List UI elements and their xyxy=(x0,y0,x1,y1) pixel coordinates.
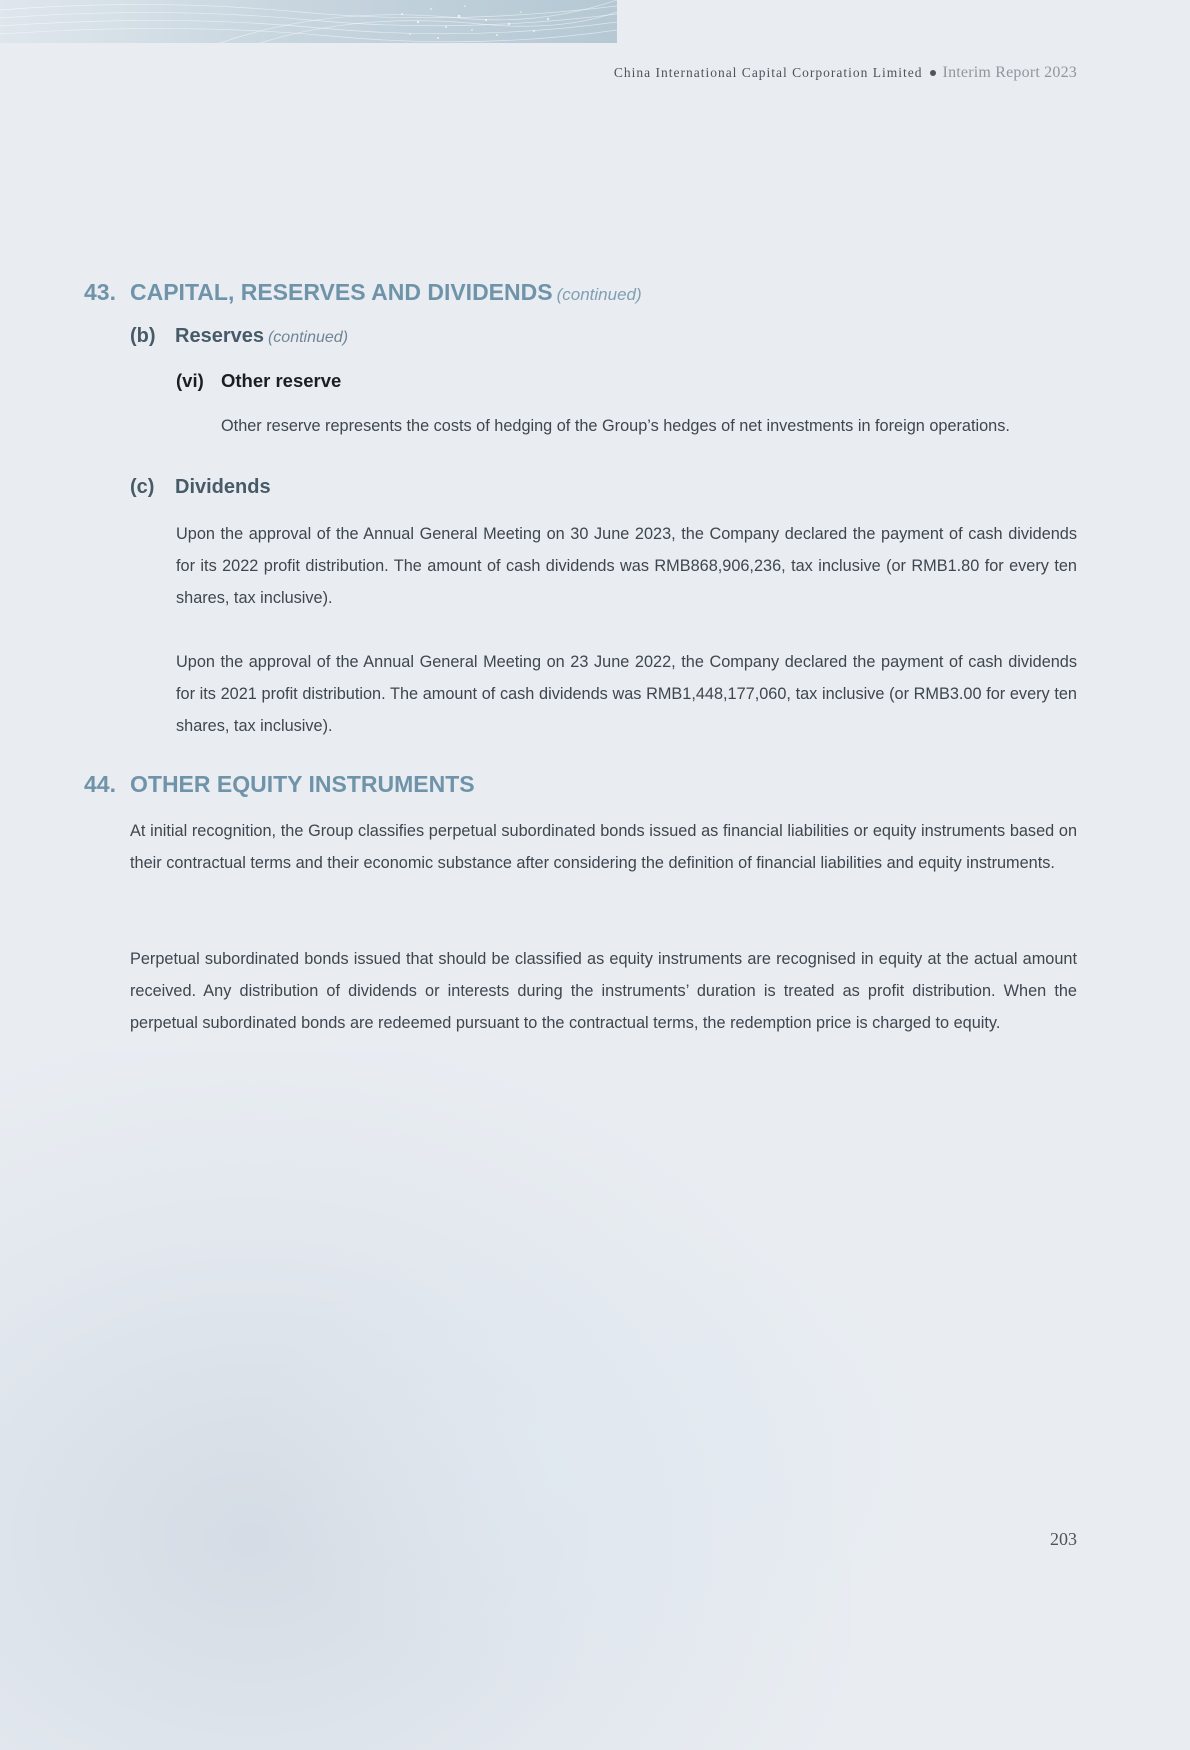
bullet-separator xyxy=(930,70,936,76)
header-decorative-band xyxy=(0,0,617,43)
item-vi-title: Other reserve xyxy=(221,370,342,391)
item-vi-number: (vi) xyxy=(176,370,204,391)
background-shading xyxy=(0,1050,850,1750)
subsection-b-heading xyxy=(130,325,348,348)
section-43-continued: (continued) xyxy=(556,285,642,304)
page-number: 203 xyxy=(1050,1529,1077,1549)
section-44-heading xyxy=(84,771,475,798)
other-reserve-paragraph: Other reserve represents the costs of hedging of the Group’s hedges of net investments in foreign operations. xyxy=(221,417,1010,435)
subsection-c-title: Dividends xyxy=(175,476,271,498)
company-name: China International Capital Corporation Limited xyxy=(613,65,923,80)
section-43-number: 43. xyxy=(84,279,116,305)
subsection-c-number: (c) xyxy=(130,476,155,498)
section-43-title: CAPITAL, RESERVES AND DIVIDENDS xyxy=(130,279,553,305)
item-vi-heading xyxy=(176,370,341,392)
dividends-paragraph-2022: Upon the approval of the Annual General Meeting on 23 June 2022, the Company declared the payment of cash dividends for its 2021 profit distribution. The amount of cash dividends was RMB1,448,177,060, tax inclusive (or RMB3.00 for every ten shares, tax inclusive). xyxy=(176,653,1077,735)
subsection-b-title: Reserves xyxy=(175,325,264,347)
running-head xyxy=(614,64,1077,82)
equity-instruments-paragraph-2: Perpetual subordinated bonds issued that should be classified as equity instruments are recognised in equity at the actual amount received. Any distribution of dividends or interests during the instruments’ duration is treated as profit distribution. When the perpetual subordinated bonds are redeemed pursuant to the contractual terms, the redemption price is charged to equity. xyxy=(130,950,1077,1032)
section-44-number: 44. xyxy=(84,771,116,797)
section-43-heading xyxy=(84,279,642,306)
equity-instruments-paragraph-1: At initial recognition, the Group classifies perpetual subordinated bonds issued as financial liabilities or equity instruments based on their contractual terms and their economic substance after considering the definition of financial liabilities and equity instruments. xyxy=(130,822,1077,872)
section-44-title: OTHER EQUITY INSTRUMENTS xyxy=(130,771,475,797)
dividends-paragraph-2023: Upon the approval of the Annual General Meeting on 30 June 2023, the Company declared the payment of cash dividends for its 2022 profit distribution. The amount of cash dividends was RMB868,906,236, tax inclusive (or RMB1.80 for every ten shares, tax inclusive). xyxy=(176,525,1077,607)
header-wave-pattern xyxy=(0,0,617,43)
background-highlight xyxy=(250,1200,950,1700)
subsection-c-heading xyxy=(130,476,271,499)
subsection-b-number: (b) xyxy=(130,325,156,347)
report-title: Interim Report 2023 xyxy=(942,64,1077,81)
subsection-b-continued: (continued) xyxy=(267,329,349,346)
